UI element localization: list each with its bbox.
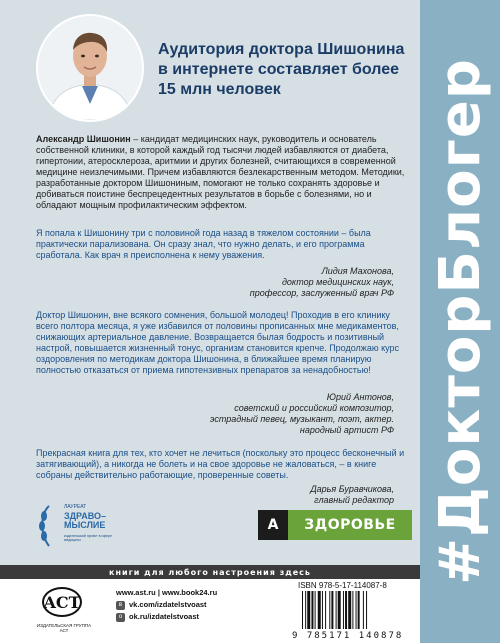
publisher-mark-text: ACT <box>43 592 81 612</box>
spine-title-wrap <box>420 0 500 643</box>
attribution-line: народный артист РФ <box>299 425 394 435</box>
attribution-line: Дарья Буравчикова, <box>310 484 394 494</box>
author-portrait-icon <box>38 16 142 120</box>
imprint-logo <box>258 510 412 540</box>
attribution-line: Лидия Махонова, <box>321 266 394 276</box>
imprint-badge <box>258 510 288 540</box>
quote-3-attribution <box>310 484 394 506</box>
ok-link[interactable] <box>116 611 217 623</box>
attribution-line: эстрадный певец, музыкант, поэт, актер. <box>209 414 394 424</box>
headline: Аудитория доктора Шишонина в интернете составляет более 15 млн человек <box>158 41 405 98</box>
imprint-badge-letter: А <box>267 517 279 533</box>
vk-link[interactable] <box>116 599 217 611</box>
barcode-number: 9 785171 140878 <box>292 631 404 641</box>
quote-2-attribution <box>210 392 394 436</box>
laureate-name: ЗДРАВО–МЫСЛИЕ <box>64 511 107 530</box>
attribution-line: Юрий Антонов, <box>326 392 394 402</box>
spine-title: #ДокторБлогер <box>427 58 493 585</box>
author-bio <box>36 134 408 211</box>
laureate-badge <box>36 504 114 550</box>
laureate-sub: издательский проект в сфере медицины <box>64 534 113 542</box>
vk-link-text[interactable]: vk.com/izdatelstvoast <box>129 600 207 609</box>
vk-icon: в <box>116 601 125 610</box>
side-panel <box>420 0 500 643</box>
attribution-line: доктор медицинских наук, <box>281 277 394 287</box>
publisher-mark <box>42 587 82 617</box>
ok-link-text[interactable]: ok.ru/izdatelstvoast <box>129 612 200 621</box>
site-link[interactable] <box>116 587 217 599</box>
isbn: ISBN 978-5-17-114087-8 <box>298 581 387 590</box>
tagline-strip <box>0 565 420 579</box>
author-photo <box>36 14 144 122</box>
attribution-line: профессор, заслуженный врач РФ <box>249 288 394 298</box>
quote-3: Прекрасная книга для тех, кто хочет не лечиться (поскольку это процесс бесконечный и затягивающий), а никогда не болеть и на свое здоровье не жаловаться, – в книге собраны действительно работающие, проверенные советы. <box>36 448 405 480</box>
quote-1: Я попала к Шишонину три с половиной года назад в тяжелом состоянии – была практически парализована. Он сразу знал, что нужно делать, и его программа сработала. Как врач я преисполнена к нему уважения. <box>36 228 371 260</box>
laurel-icon <box>36 504 62 548</box>
barcode-icon <box>300 591 412 629</box>
publisher-logo <box>34 587 94 635</box>
quote-1-attribution <box>250 266 394 299</box>
publisher-footer <box>0 579 420 643</box>
laureate-label: ЛАУРЕАТ <box>64 504 87 510</box>
author-name: Александр Шишонин <box>36 134 131 144</box>
attribution-line: советский и российский композитор, <box>234 403 394 413</box>
ok-icon: о <box>116 613 125 622</box>
author-bio-text: – кандидат медицинских наук, руководитель и основатель собственной клиники, в которой каждый год тысячи людей избавляются от диабета, гипертонии, атеросклероза, аритмии и других болезней, считающихся в современной медицине неизлечимыми. Причем избавляются безлекарственным методом. Методики, разработанные доктором Шишониным, помогают не только сохранять здоровье и добиваться поистине беспрецедентных результатов в борьбе с болезнями, но и обладают мощным профилактическим эффектом. <box>36 134 405 210</box>
publisher-caption: ИЗДАТЕЛЬСКАЯ ГРУППА АСТ <box>36 623 92 633</box>
publisher-links <box>116 587 217 623</box>
imprint-name: ЗДОРОВЬЕ <box>304 517 396 533</box>
quote-2: Доктор Шишонин, вне всякого сомнения, большой молодец! Проходив в его клинику всего полтора месяца, я уже избавился от половины прописанных мне медикаментов, снижающих артериальное давление. Возвращается былая бодрость и позитивный настрой, повышается жизненный тонус, организм становится крепче. Продолжаю курс оздоровления по методикам доктора Шишонина, в ближайшее время планирую полностью отказаться от приема гипотензивных препаратов за ненадобностью! <box>36 310 400 375</box>
site-link-text[interactable]: www.ast.ru | www.book24.ru <box>116 588 218 597</box>
attribution-line: главный редактор <box>314 495 394 505</box>
tagline: книги для любого настроения здесь <box>109 567 311 577</box>
